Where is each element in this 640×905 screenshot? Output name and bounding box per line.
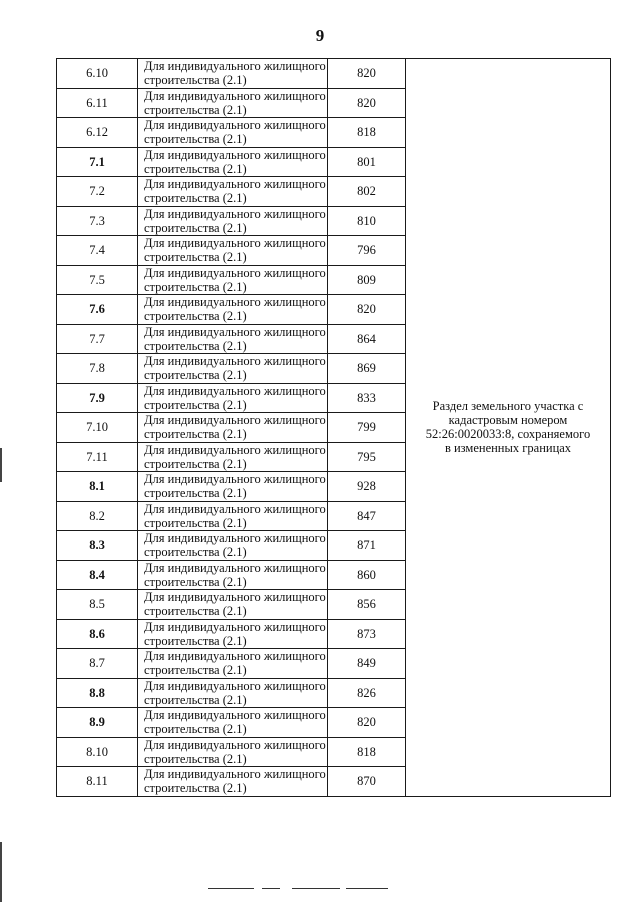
permitted-use-cell: Для индивидуального жилищного строительства (2.1) (138, 354, 328, 384)
plot-number-cell: 7.9 (57, 383, 138, 413)
plot-number-cell: 8.2 (57, 501, 138, 531)
area-cell: 864 (328, 324, 406, 354)
margin-mark (0, 842, 2, 902)
page-number: 9 (315, 26, 325, 45)
table-body (57, 59, 611, 797)
area-cell: 796 (328, 236, 406, 266)
permitted-use-cell: Для индивидуального жилищного строительства (2.1) (138, 118, 328, 148)
plot-number-cell: 8.1 (57, 472, 138, 502)
plot-number-cell: 8.8 (57, 678, 138, 708)
footer-rule (208, 888, 254, 889)
permitted-use-cell: Для индивидуального жилищного строительства (2.1) (138, 472, 328, 502)
footer-rule (262, 888, 280, 889)
plot-number-cell: 8.9 (57, 708, 138, 738)
area-cell: 799 (328, 413, 406, 443)
permitted-use-cell: Для индивидуального жилищного строительства (2.1) (138, 442, 328, 472)
plot-number-cell: 8.4 (57, 560, 138, 590)
permitted-use-cell: Для индивидуального жилищного строительства (2.1) (138, 649, 328, 679)
land-plots-table (56, 58, 611, 797)
permitted-use-cell: Для индивидуального жилищного строительства (2.1) (138, 708, 328, 738)
formation-method-cell: Раздел земельного участка с кадастровым номером 52:26:0020033:8, сохраняемого в измененных границах (406, 59, 611, 797)
plot-number-cell: 7.2 (57, 177, 138, 207)
area-cell: 869 (328, 354, 406, 384)
plot-number-cell: 8.11 (57, 767, 138, 797)
area-cell: 849 (328, 649, 406, 679)
area-cell: 873 (328, 619, 406, 649)
area-cell: 820 (328, 88, 406, 118)
plot-number-cell: 7.8 (57, 354, 138, 384)
area-cell: 795 (328, 442, 406, 472)
permitted-use-cell: Для индивидуального жилищного строительства (2.1) (138, 206, 328, 236)
area-cell: 871 (328, 531, 406, 561)
area-cell: 818 (328, 118, 406, 148)
permitted-use-cell: Для индивидуального жилищного строительства (2.1) (138, 531, 328, 561)
plot-number-cell: 7.10 (57, 413, 138, 443)
area-cell: 826 (328, 678, 406, 708)
plot-number-cell: 8.6 (57, 619, 138, 649)
area-cell: 820 (328, 708, 406, 738)
area-cell: 802 (328, 177, 406, 207)
area-cell: 870 (328, 767, 406, 797)
area-cell: 860 (328, 560, 406, 590)
plot-number-cell: 8.7 (57, 649, 138, 679)
area-cell: 820 (328, 295, 406, 325)
permitted-use-cell: Для индивидуального жилищного строительства (2.1) (138, 501, 328, 531)
permitted-use-cell: Для индивидуального жилищного строительства (2.1) (138, 265, 328, 295)
permitted-use-cell: Для индивидуального жилищного строительства (2.1) (138, 177, 328, 207)
permitted-use-cell: Для индивидуального жилищного строительства (2.1) (138, 560, 328, 590)
plot-number-cell: 7.7 (57, 324, 138, 354)
permitted-use-cell: Для индивидуального жилищного строительства (2.1) (138, 59, 328, 89)
area-cell: 810 (328, 206, 406, 236)
permitted-use-cell: Для индивидуального жилищного строительства (2.1) (138, 236, 328, 266)
area-cell: 820 (328, 59, 406, 89)
table-row (57, 59, 611, 89)
permitted-use-cell: Для индивидуального жилищного строительства (2.1) (138, 413, 328, 443)
margin-mark (0, 448, 2, 482)
plot-number-cell: 7.5 (57, 265, 138, 295)
area-cell: 833 (328, 383, 406, 413)
plot-number-cell: 6.11 (57, 88, 138, 118)
area-cell: 809 (328, 265, 406, 295)
area-cell: 856 (328, 590, 406, 620)
plot-number-cell: 8.10 (57, 737, 138, 767)
plot-number-cell: 7.4 (57, 236, 138, 266)
area-cell: 847 (328, 501, 406, 531)
area-cell: 801 (328, 147, 406, 177)
plot-number-cell: 6.12 (57, 118, 138, 148)
permitted-use-cell: Для индивидуального жилищного строительства (2.1) (138, 147, 328, 177)
plot-number-cell: 6.10 (57, 59, 138, 89)
permitted-use-cell: Для индивидуального жилищного строительства (2.1) (138, 295, 328, 325)
permitted-use-cell: Для индивидуального жилищного строительства (2.1) (138, 737, 328, 767)
permitted-use-cell: Для индивидуального жилищного строительства (2.1) (138, 678, 328, 708)
plot-number-cell: 7.3 (57, 206, 138, 236)
plot-number-cell: 8.3 (57, 531, 138, 561)
permitted-use-cell: Для индивидуального жилищного строительства (2.1) (138, 383, 328, 413)
footer-rule (292, 888, 340, 889)
permitted-use-cell: Для индивидуального жилищного строительства (2.1) (138, 88, 328, 118)
footer-rule (346, 888, 388, 889)
permitted-use-cell: Для индивидуального жилищного строительства (2.1) (138, 767, 328, 797)
permitted-use-cell: Для индивидуального жилищного строительства (2.1) (138, 619, 328, 649)
plot-number-cell: 7.1 (57, 147, 138, 177)
plot-number-cell: 7.6 (57, 295, 138, 325)
permitted-use-cell: Для индивидуального жилищного строительства (2.1) (138, 590, 328, 620)
area-cell: 818 (328, 737, 406, 767)
permitted-use-cell: Для индивидуального жилищного строительства (2.1) (138, 324, 328, 354)
area-cell: 928 (328, 472, 406, 502)
plot-number-cell: 8.5 (57, 590, 138, 620)
plot-number-cell: 7.11 (57, 442, 138, 472)
